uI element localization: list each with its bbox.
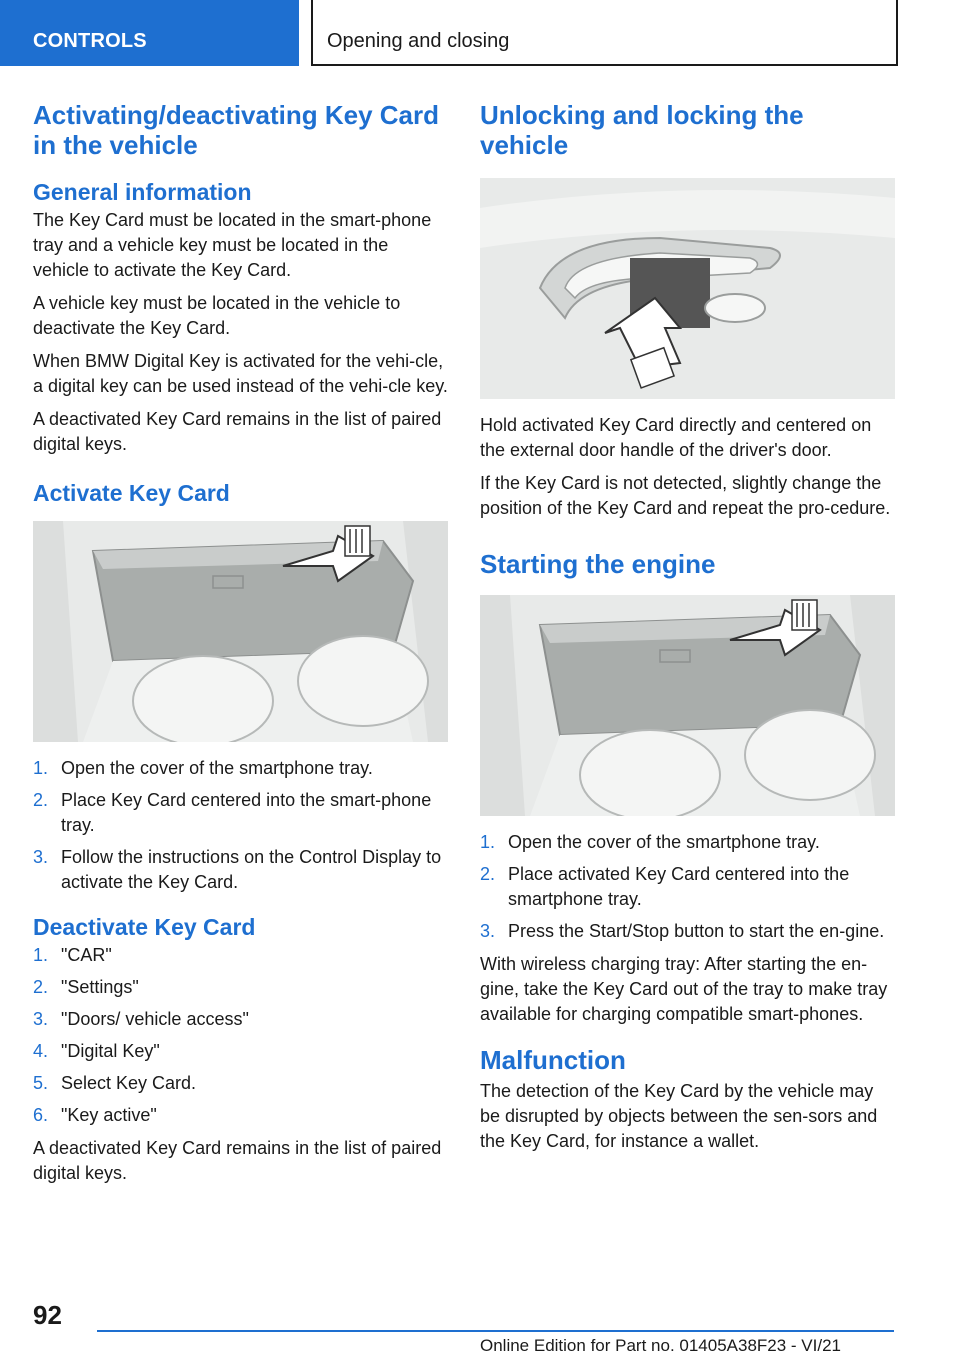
section-title: CONTROLS (33, 30, 147, 52)
smartphone-tray-drawing (33, 521, 448, 742)
step-text: Open the cover of the smartphone tray. (61, 758, 373, 778)
section-heading-malfunction: Malfunction (480, 1045, 626, 1075)
list-item (33, 1007, 448, 1032)
chapter-title: Opening and closing (327, 30, 510, 52)
heading-activate-key-card: Activate Key Card (33, 480, 230, 506)
step-text: Open the cover of the smartphone tray. (508, 832, 820, 852)
section-heading-starting-engine: Starting the engine (480, 549, 716, 579)
smartphone-tray-illustration (33, 521, 448, 742)
engine-start-tray-drawing (480, 595, 895, 816)
left-column (33, 100, 448, 1194)
step-text: "Key active" (61, 1105, 157, 1125)
engine-start-tray-illustration (480, 595, 895, 816)
step-text: Press the Start/Stop button to start the en-gine. (508, 921, 885, 941)
section-tab (0, 0, 299, 66)
heading-deactivate-key-card: Deactivate Key Card (33, 914, 256, 940)
step-text: Follow the instructions on the Control Display to activate the Key Card. (61, 847, 442, 892)
paragraph: The detection of the Key Card by the vehicle may be disrupted by objects between the sen-sors and the Key Card, for instance a wallet. (480, 1081, 878, 1151)
start-steps-list (480, 830, 895, 944)
paragraph: With wireless charging tray: After starting the en-gine, take the Key Card out of the tray to make tray available for charging compatible smart-phones. (480, 954, 888, 1024)
deactivate-steps-list (33, 943, 448, 1128)
step-number: 3. (33, 1009, 49, 1029)
paragraph: A vehicle key must be located in the vehicle to deactivate the Key Card. (33, 293, 401, 338)
chapter-tab (311, 0, 898, 66)
paragraph: Hold activated Key Card directly and centered on the external door handle of the driver's door. (480, 415, 872, 460)
section-heading-key-card: Activating/deactivating Key Card in the vehicle (33, 100, 439, 160)
paragraph: When BMW Digital Key is activated for the vehi-cle, a digital key can be used instead of the vehi-cle key. (33, 351, 448, 396)
right-column (480, 100, 895, 1162)
page-number: 92 (33, 1300, 62, 1330)
step-number: 6. (33, 1105, 49, 1125)
heading-general-information: General information (33, 179, 252, 205)
step-text: Place activated Key Card centered into the smartphone tray. (508, 864, 850, 909)
step-number: 1. (33, 758, 49, 778)
step-text: "CAR" (61, 945, 112, 965)
step-number: 1. (33, 945, 49, 965)
step-text: Place Key Card centered into the smart-phone tray. (61, 790, 432, 835)
section-heading-unlocking: Unlocking and locking the vehicle (480, 100, 804, 160)
step-number: 3. (480, 921, 496, 941)
list-item (33, 1039, 448, 1064)
list-item (33, 845, 448, 895)
step-number: 5. (33, 1073, 49, 1093)
list-item (33, 943, 448, 968)
step-number: 2. (480, 864, 496, 884)
step-text: "Doors/ vehicle access" (61, 1009, 249, 1029)
step-number: 2. (33, 977, 49, 997)
paragraph: The Key Card must be located in the smart-phone tray and a vehicle key must be located in the vehicle to activate the Key Card. (33, 210, 432, 280)
paragraph: If the Key Card is not detected, slightly change the position of the Key Card and repeat the pro-cedure. (480, 473, 891, 518)
list-item (33, 975, 448, 1000)
list-item (33, 788, 448, 838)
paragraph: A deactivated Key Card remains in the list of paired digital keys. (33, 409, 442, 454)
list-item (33, 1071, 448, 1096)
list-item (480, 862, 895, 912)
list-item (33, 1103, 448, 1128)
edition-note: Online Edition for Part no. 01405A38F23 - VI/21 (480, 1336, 842, 1355)
step-text: "Digital Key" (61, 1041, 160, 1061)
step-text: Select Key Card. (61, 1073, 197, 1093)
step-number: 4. (33, 1041, 49, 1061)
footer-divider (97, 1330, 894, 1332)
step-number: 1. (480, 832, 496, 852)
activate-steps-list (33, 756, 448, 895)
list-item (480, 830, 895, 855)
step-text: "Settings" (61, 977, 139, 997)
paragraph: A deactivated Key Card remains in the list of paired digital keys. (33, 1138, 442, 1183)
door-handle-drawing (480, 178, 895, 399)
door-handle-illustration (480, 178, 895, 399)
step-number: 3. (33, 847, 49, 867)
list-item (480, 919, 895, 944)
list-item (33, 756, 448, 781)
step-number: 2. (33, 790, 49, 810)
